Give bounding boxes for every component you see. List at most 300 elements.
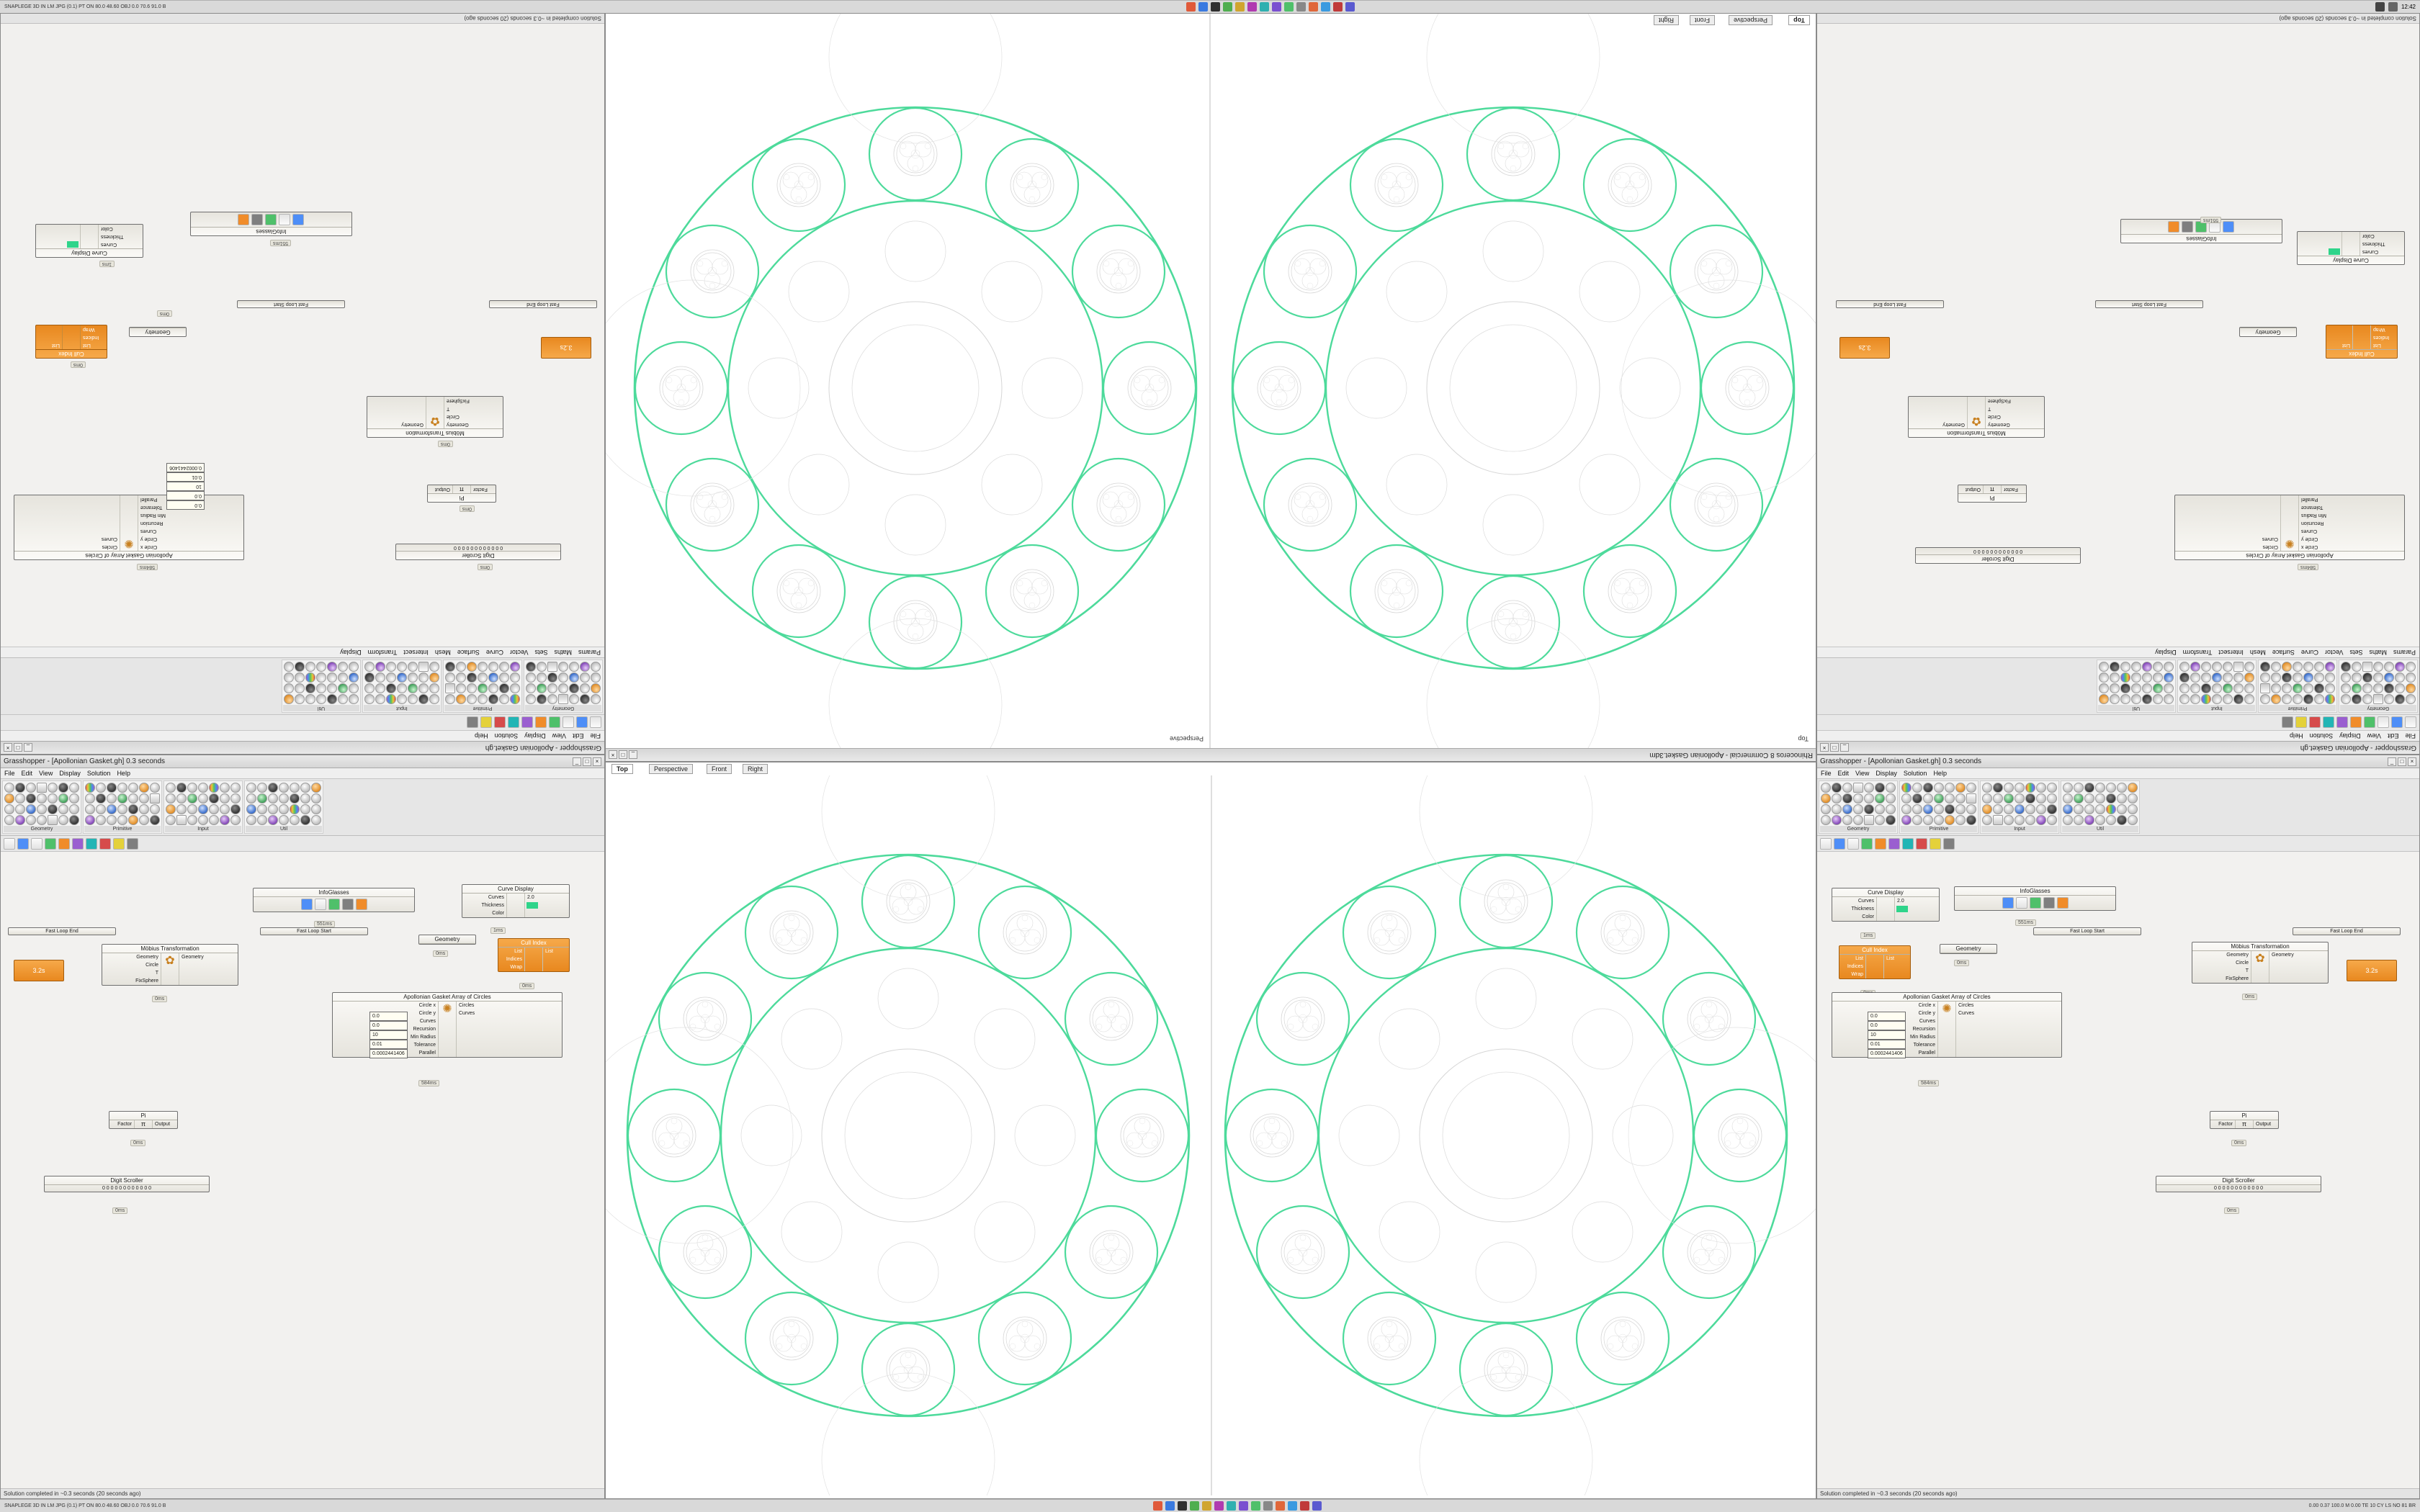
- infoglasses-icon[interactable]: [2057, 897, 2069, 909]
- component-icon[interactable]: [2117, 793, 2127, 804]
- menu-display[interactable]: Display: [1876, 770, 1897, 777]
- component-icon[interactable]: [2212, 683, 2222, 693]
- input-port-circle-y[interactable]: Circle y: [140, 536, 158, 541]
- bottom-taskbar[interactable]: [0, 1499, 2420, 1512]
- component-icon[interactable]: [2352, 683, 2362, 693]
- ribbon-group-util[interactable]: [244, 780, 323, 834]
- component-icon[interactable]: [166, 783, 176, 793]
- gh-titlebar[interactable]: [1817, 755, 2419, 768]
- input-port-thickness[interactable]: Thickness: [101, 234, 124, 239]
- component-icon[interactable]: [2099, 683, 2109, 693]
- component-icon[interactable]: [488, 672, 498, 683]
- component-icon[interactable]: [1842, 793, 1852, 804]
- component-icon[interactable]: [198, 783, 208, 793]
- notes-icon[interactable]: [1312, 1501, 1322, 1511]
- component-icon[interactable]: [1875, 783, 1885, 793]
- tab-surface[interactable]: Surface: [2272, 649, 2295, 656]
- component-icon[interactable]: [478, 683, 488, 693]
- maximize-icon[interactable]: □: [1830, 744, 1839, 752]
- component-icon[interactable]: [2117, 783, 2127, 793]
- component-icon[interactable]: [246, 793, 256, 804]
- input-port-circle[interactable]: Circle: [145, 963, 158, 968]
- input-port-color[interactable]: Color: [1862, 914, 1874, 919]
- component-icon[interactable]: [2352, 662, 2362, 672]
- component-icon[interactable]: [1934, 804, 1944, 814]
- input-port-fixsphere[interactable]: FixSphere: [135, 978, 158, 984]
- component-icon[interactable]: [386, 694, 396, 704]
- component-icon[interactable]: [2260, 694, 2270, 704]
- viewport-tab-top[interactable]: Top: [1788, 15, 1810, 25]
- input-port-list[interactable]: List: [83, 343, 91, 348]
- ribbon-icon-grid[interactable]: [246, 782, 322, 826]
- output-port-circles[interactable]: Circles: [2262, 544, 2278, 549]
- component-icon[interactable]: [2047, 815, 2057, 825]
- output-port-circles[interactable]: Circles: [459, 1003, 475, 1008]
- component-icon[interactable]: [338, 694, 348, 704]
- component-icon[interactable]: [2084, 804, 2094, 814]
- component-icon[interactable]: [2352, 694, 2362, 704]
- component-icon[interactable]: [456, 662, 466, 672]
- infoglasses-icon[interactable]: [315, 899, 326, 910]
- component-icon[interactable]: [300, 793, 310, 804]
- input-port-wrap[interactable]: Wrap: [510, 965, 522, 970]
- component-icon[interactable]: [85, 815, 95, 825]
- input-port-curves[interactable]: Curves: [140, 528, 157, 534]
- component-icon[interactable]: [220, 804, 230, 814]
- open-icon[interactable]: [31, 838, 42, 850]
- system-tray[interactable]: [2375, 2, 2416, 12]
- component-icon[interactable]: [246, 804, 256, 814]
- browser-icon[interactable]: [1186, 2, 1196, 12]
- component-icon[interactable]: [1955, 804, 1966, 814]
- component-icon[interactable]: [591, 662, 601, 672]
- viewport-tab-perspective[interactable]: Perspective: [1729, 15, 1773, 25]
- component-icon[interactable]: [537, 662, 547, 672]
- component-icon[interactable]: [510, 662, 520, 672]
- component-icon[interactable]: [2036, 815, 2046, 825]
- component-icon[interactable]: [26, 815, 36, 825]
- component-icon[interactable]: [305, 683, 315, 693]
- minimize-icon[interactable]: _: [2388, 757, 2396, 766]
- zoom-icon[interactable]: [2336, 717, 2348, 729]
- component-icon[interactable]: [2117, 815, 2127, 825]
- close-icon[interactable]: ×: [609, 751, 617, 760]
- component-icon[interactable]: [107, 793, 117, 804]
- component-icon[interactable]: [1912, 793, 1922, 804]
- minimize-icon[interactable]: _: [24, 744, 32, 752]
- component-icon[interactable]: [15, 793, 25, 804]
- component-icon[interactable]: [349, 694, 359, 704]
- input-port-tolerance[interactable]: Tolerance: [140, 505, 163, 510]
- component-icon[interactable]: [246, 783, 256, 793]
- ribbon-icon-grid[interactable]: [2340, 661, 2416, 705]
- component-icon[interactable]: [569, 683, 579, 693]
- gh-canvas[interactable]: [1, 852, 604, 1370]
- component-icon[interactable]: [2084, 815, 2094, 825]
- node-digit-scroller[interactable]: [395, 544, 561, 570]
- input-port-circle-y[interactable]: Circle y: [418, 1011, 436, 1016]
- component-icon[interactable]: [1821, 783, 1831, 793]
- ribbon-icon-grid[interactable]: [283, 661, 359, 705]
- component-icon[interactable]: [311, 793, 321, 804]
- component-icon[interactable]: [2164, 683, 2174, 693]
- component-icon[interactable]: [499, 662, 509, 672]
- component-icon[interactable]: [537, 683, 547, 693]
- gh-toolbar[interactable]: [1817, 714, 2419, 730]
- input-port-circle[interactable]: Circle: [1988, 414, 2001, 419]
- component-icon[interactable]: [364, 683, 375, 693]
- node-curve-display[interactable]: [1832, 888, 1940, 938]
- component-icon[interactable]: [268, 804, 278, 814]
- component-icon[interactable]: [2036, 783, 2046, 793]
- media-icon[interactable]: [1235, 2, 1245, 12]
- component-icon[interactable]: [2004, 793, 2014, 804]
- ribbon-icon-grid[interactable]: [444, 661, 521, 705]
- maximize-icon[interactable]: □: [14, 744, 22, 752]
- component-icon[interactable]: [2384, 694, 2394, 704]
- component-icon[interactable]: [2223, 694, 2233, 704]
- output-port-list[interactable]: List: [2342, 343, 2350, 348]
- gh-menubar[interactable]: [1, 730, 604, 741]
- component-icon[interactable]: [2233, 694, 2244, 704]
- node-fast-loop-end[interactable]: [2293, 927, 2401, 935]
- menu-edit[interactable]: Edit: [2387, 732, 2399, 739]
- component-icon[interactable]: [1864, 793, 1874, 804]
- component-icon[interactable]: [2341, 683, 2351, 693]
- node-curve-display[interactable]: [35, 224, 143, 266]
- calc-icon[interactable]: [1227, 1501, 1236, 1511]
- component-icon[interactable]: [580, 694, 590, 704]
- component-icon[interactable]: [2036, 804, 2046, 814]
- settings-icon[interactable]: [2295, 717, 2307, 729]
- component-icon[interactable]: [429, 694, 439, 704]
- component-icon[interactable]: [338, 662, 348, 672]
- component-icon[interactable]: [1993, 793, 2003, 804]
- component-icon[interactable]: [1853, 783, 1863, 793]
- component-icon[interactable]: [279, 793, 289, 804]
- input-port-wrap[interactable]: Wrap: [83, 327, 95, 332]
- component-icon[interactable]: [580, 683, 590, 693]
- node-curve-display[interactable]: [462, 884, 570, 933]
- component-icon[interactable]: [445, 683, 455, 693]
- node-geometry-param[interactable]: [129, 311, 187, 337]
- component-icon[interactable]: [2341, 672, 2351, 683]
- gasket-input-values[interactable]: [1868, 1012, 1906, 1058]
- tab-maths[interactable]: Maths: [2369, 649, 2387, 656]
- component-icon[interactable]: [15, 804, 25, 814]
- component-icon[interactable]: [37, 815, 47, 825]
- node-fast-loop-end[interactable]: [489, 300, 597, 308]
- component-icon[interactable]: [316, 694, 326, 704]
- menu-help[interactable]: Help: [117, 770, 130, 777]
- component-icon[interactable]: [198, 793, 208, 804]
- component-icon[interactable]: [316, 683, 326, 693]
- component-icon[interactable]: [364, 672, 375, 683]
- component-icon[interactable]: [316, 672, 326, 683]
- output-port-curves[interactable]: Curves: [2262, 536, 2278, 541]
- component-icon[interactable]: [2015, 804, 2025, 814]
- component-icon[interactable]: [58, 804, 68, 814]
- component-icon[interactable]: [150, 793, 160, 804]
- component-icon[interactable]: [107, 804, 117, 814]
- component-icon[interactable]: [2201, 683, 2211, 693]
- component-icon[interactable]: [1982, 815, 1992, 825]
- component-icon[interactable]: [1945, 804, 1955, 814]
- value-tolerance[interactable]: 0.0002441406: [369, 1049, 408, 1058]
- close-icon[interactable]: ×: [2408, 757, 2416, 766]
- component-icon[interactable]: [2120, 662, 2130, 672]
- help-icon[interactable]: [1943, 838, 1955, 850]
- value-min-radius[interactable]: 0.01: [166, 472, 205, 482]
- tab-sets[interactable]: Sets: [2349, 649, 2363, 656]
- terminal-icon[interactable]: [1178, 1501, 1187, 1511]
- ribbon-group-geometry[interactable]: [2339, 660, 2418, 713]
- component-icon[interactable]: [408, 662, 418, 672]
- component-icon[interactable]: [1901, 804, 1912, 814]
- component-icon[interactable]: [2373, 694, 2383, 704]
- input-port-factor[interactable]: Factor: [2004, 487, 2018, 492]
- infoglasses-icon[interactable]: [266, 214, 277, 225]
- component-icon[interactable]: [48, 783, 58, 793]
- component-icon[interactable]: [526, 672, 536, 683]
- value-circle-y[interactable]: 0.0: [369, 1021, 408, 1030]
- component-icon[interactable]: [48, 815, 58, 825]
- component-icon[interactable]: [2325, 662, 2335, 672]
- component-icon[interactable]: [2325, 672, 2335, 683]
- component-icon[interactable]: [418, 694, 429, 704]
- component-icon[interactable]: [2303, 694, 2313, 704]
- component-icon[interactable]: [1912, 783, 1922, 793]
- input-port-wrap[interactable]: Wrap: [2373, 327, 2385, 332]
- input-port-fixsphere[interactable]: FixSphere: [447, 398, 470, 403]
- component-icon[interactable]: [300, 815, 310, 825]
- component-icon[interactable]: [187, 783, 197, 793]
- component-icon[interactable]: [547, 662, 557, 672]
- component-icon[interactable]: [48, 793, 58, 804]
- tab-display[interactable]: Display: [2155, 649, 2177, 656]
- input-port-geometry[interactable]: Geometry: [1988, 422, 2010, 427]
- component-icon[interactable]: [2325, 683, 2335, 693]
- system-tray[interactable]: [2309, 1503, 2416, 1508]
- tray-icon[interactable]: [2388, 2, 2398, 12]
- input-port-recursion[interactable]: Recursion: [2301, 521, 2324, 526]
- component-icon[interactable]: [2128, 783, 2138, 793]
- ribbon-group-util[interactable]: [2061, 780, 2140, 834]
- component-icon[interactable]: [2212, 662, 2222, 672]
- input-port-parallel[interactable]: Parallel: [418, 1050, 436, 1056]
- component-icon[interactable]: [284, 662, 294, 672]
- ribbon-group-input[interactable]: [2177, 660, 2257, 713]
- component-icon[interactable]: [2233, 662, 2244, 672]
- component-icon[interactable]: [268, 793, 278, 804]
- value-circle-y[interactable]: 0.0: [1868, 1021, 1906, 1030]
- input-port-color[interactable]: Color: [2362, 233, 2375, 238]
- slider-value[interactable]: 3.2s: [32, 967, 45, 974]
- save-icon[interactable]: [17, 838, 29, 850]
- component-icon[interactable]: [1982, 783, 1992, 793]
- component-icon[interactable]: [1864, 783, 1874, 793]
- settings-icon[interactable]: [1263, 1501, 1273, 1511]
- component-icon[interactable]: [456, 683, 466, 693]
- input-port-circle-y[interactable]: Circle y: [2301, 536, 2318, 541]
- component-icon[interactable]: [488, 683, 498, 693]
- component-icon[interactable]: [2128, 793, 2138, 804]
- ribbon-icon-grid[interactable]: [1981, 782, 2058, 826]
- component-icon[interactable]: [58, 793, 68, 804]
- component-icon[interactable]: [2282, 694, 2292, 704]
- rhino-icon[interactable]: [1272, 2, 1281, 12]
- component-icon[interactable]: [580, 672, 590, 683]
- component-icon[interactable]: [2142, 672, 2152, 683]
- component-icon[interactable]: [499, 694, 509, 704]
- gh-titlebar[interactable]: [1, 741, 604, 754]
- rhino-window-top[interactable]: [605, 13, 1816, 762]
- component-icon[interactable]: [2282, 662, 2292, 672]
- component-icon[interactable]: [2047, 804, 2057, 814]
- component-icon[interactable]: [257, 815, 267, 825]
- gh-toolbar[interactable]: [1, 714, 604, 730]
- component-icon[interactable]: [1982, 793, 1992, 804]
- component-icon[interactable]: [1853, 815, 1863, 825]
- tab-transform[interactable]: Transform: [367, 649, 398, 656]
- component-icon[interactable]: [230, 804, 241, 814]
- component-icon[interactable]: [2025, 793, 2035, 804]
- component-icon[interactable]: [1923, 783, 1933, 793]
- open-icon[interactable]: [1847, 838, 1859, 850]
- image-icon[interactable]: [1309, 2, 1318, 12]
- output-port-list[interactable]: List: [1886, 956, 1894, 961]
- component-icon[interactable]: [128, 815, 138, 825]
- component-icon[interactable]: [2099, 662, 2109, 672]
- window-buttons[interactable]: [573, 757, 601, 766]
- input-port-wrap[interactable]: Wrap: [1851, 972, 1863, 977]
- component-icon[interactable]: [327, 662, 337, 672]
- input-port-geometry[interactable]: Geometry: [136, 955, 158, 960]
- component-icon[interactable]: [456, 672, 466, 683]
- curve-display-swatch[interactable]: [2329, 248, 2340, 255]
- component-icon[interactable]: [2293, 683, 2303, 693]
- component-icon[interactable]: [37, 783, 47, 793]
- component-icon[interactable]: [209, 815, 219, 825]
- component-icon[interactable]: [2025, 804, 2035, 814]
- component-icon[interactable]: [2015, 783, 2025, 793]
- component-icon[interactable]: [2384, 662, 2394, 672]
- component-icon[interactable]: [230, 815, 241, 825]
- component-icon[interactable]: [429, 683, 439, 693]
- component-icon[interactable]: [1945, 783, 1955, 793]
- component-icon[interactable]: [327, 683, 337, 693]
- input-port-parallel[interactable]: Parallel: [2301, 497, 2318, 502]
- node-info-glasses[interactable]: [1954, 886, 2116, 925]
- component-icon[interactable]: [418, 672, 429, 683]
- ribbon-group-input[interactable]: [163, 780, 243, 834]
- tab-curve[interactable]: Curve: [485, 649, 503, 656]
- component-icon[interactable]: [1966, 815, 1976, 825]
- component-icon[interactable]: [85, 793, 95, 804]
- input-port-tolerance[interactable]: Tolerance: [413, 1043, 436, 1048]
- component-icon[interactable]: [499, 672, 509, 683]
- infoglasses-icon[interactable]: [328, 899, 340, 910]
- component-icon[interactable]: [117, 815, 127, 825]
- component-icon[interactable]: [176, 793, 187, 804]
- component-icon[interactable]: [467, 672, 477, 683]
- help-icon[interactable]: [127, 838, 138, 850]
- component-icon[interactable]: [1912, 804, 1922, 814]
- menu-solution[interactable]: Solution: [86, 770, 111, 777]
- component-icon[interactable]: [1832, 793, 1842, 804]
- component-icon[interactable]: [2110, 662, 2120, 672]
- component-icon[interactable]: [279, 804, 289, 814]
- component-icon[interactable]: [209, 804, 219, 814]
- component-icon[interactable]: [2128, 815, 2138, 825]
- component-icon[interactable]: [2036, 793, 2046, 804]
- node-pi[interactable]: [427, 485, 496, 511]
- component-icon[interactable]: [364, 662, 375, 672]
- component-icon[interactable]: [1901, 783, 1912, 793]
- tab-intersect[interactable]: Intersect: [2218, 649, 2244, 656]
- node-apollonian-gasket-array[interactable]: [1832, 992, 2062, 1086]
- component-icon[interactable]: [2106, 815, 2116, 825]
- component-icon[interactable]: [2063, 783, 2073, 793]
- component-icon[interactable]: [547, 683, 557, 693]
- component-icon[interactable]: [526, 683, 536, 693]
- component-icon[interactable]: [4, 783, 14, 793]
- component-icon[interactable]: [2142, 662, 2152, 672]
- menu-view[interactable]: View: [2367, 732, 2381, 739]
- component-icon[interactable]: [2074, 804, 2084, 814]
- component-icon[interactable]: [510, 694, 520, 704]
- input-port-min-radius[interactable]: Min Radius: [410, 1035, 436, 1040]
- component-icon[interactable]: [230, 793, 241, 804]
- viewport-tab-front[interactable]: Front: [707, 764, 732, 774]
- ribbon-group-input[interactable]: [362, 660, 442, 713]
- value-recursion[interactable]: 10: [369, 1030, 408, 1040]
- digit-scroller-value[interactable]: 0 0 0 0 0 0 0 0 0 0 0 0: [1973, 549, 2023, 554]
- component-icon[interactable]: [429, 662, 439, 672]
- component-icon[interactable]: [1934, 815, 1944, 825]
- component-icon[interactable]: [300, 804, 310, 814]
- menu-edit[interactable]: Edit: [572, 732, 584, 739]
- component-icon[interactable]: [467, 662, 477, 672]
- component-icon[interactable]: [2260, 683, 2270, 693]
- component-icon[interactable]: [176, 815, 187, 825]
- viewport-tab-perspective[interactable]: Perspective: [649, 764, 693, 774]
- infoglasses-icon[interactable]: [293, 214, 305, 225]
- component-icon[interactable]: [1886, 793, 1896, 804]
- zoom-icon[interactable]: [521, 717, 533, 729]
- component-icon[interactable]: [1832, 804, 1842, 814]
- component-icon[interactable]: [96, 804, 106, 814]
- component-icon[interactable]: [2004, 804, 2014, 814]
- component-icon[interactable]: [139, 793, 149, 804]
- component-icon[interactable]: [246, 815, 256, 825]
- component-icon[interactable]: [1966, 804, 1976, 814]
- component-icon[interactable]: [290, 804, 300, 814]
- component-icon[interactable]: [478, 672, 488, 683]
- input-port-t[interactable]: T: [1988, 406, 1991, 411]
- component-icon[interactable]: [2303, 683, 2313, 693]
- component-icon[interactable]: [2095, 815, 2105, 825]
- input-port-thickness[interactable]: Thickness: [2362, 241, 2385, 246]
- component-icon[interactable]: [209, 783, 219, 793]
- output-port-list[interactable]: List: [52, 343, 60, 348]
- input-port-indices[interactable]: Indices: [83, 335, 99, 340]
- component-icon[interactable]: [305, 672, 315, 683]
- ribbon-group-util[interactable]: [282, 660, 361, 713]
- preview-icon[interactable]: [58, 838, 70, 850]
- component-icon[interactable]: [37, 793, 47, 804]
- gh-toolbar[interactable]: [1, 836, 604, 852]
